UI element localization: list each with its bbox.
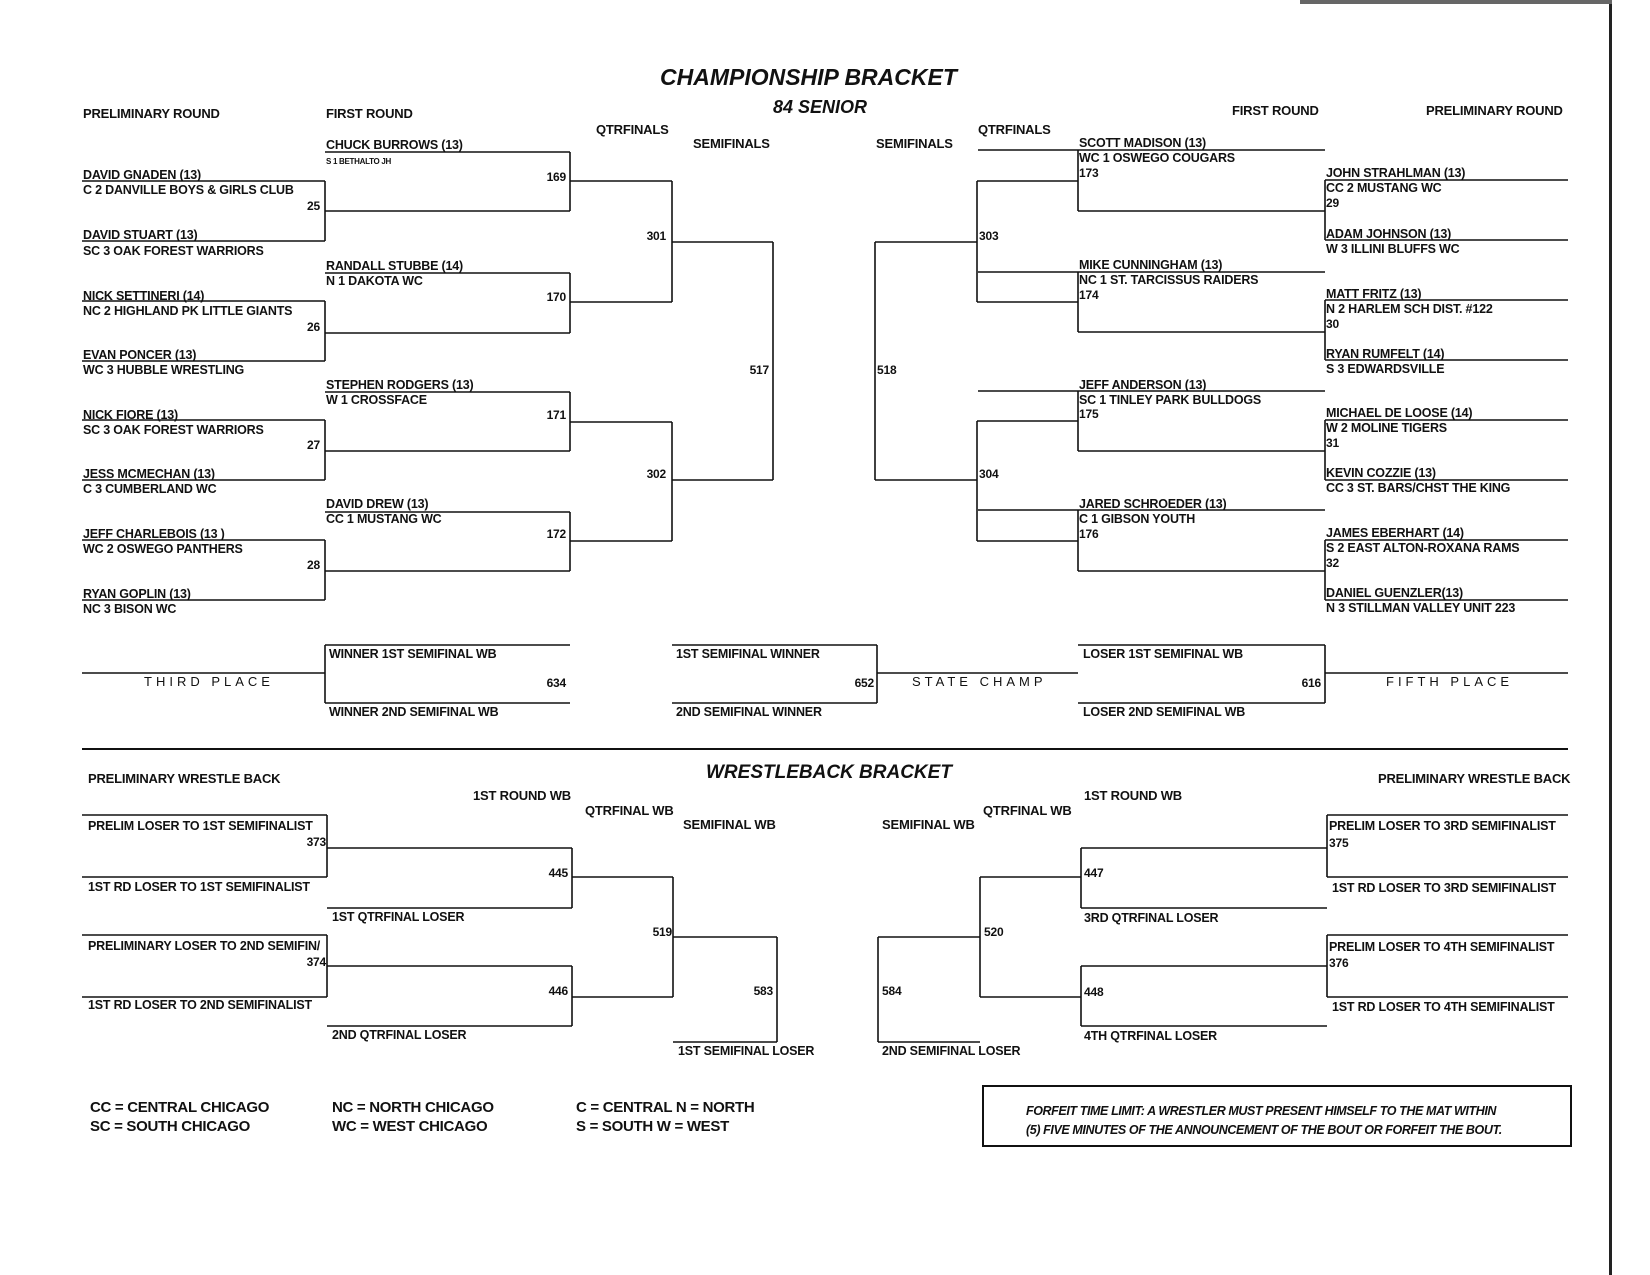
- right-fr-3-team: SC 1 TINLEY PARK BULLDOGS: [1079, 393, 1262, 407]
- right-prelim-4-team: S 3 EDWARDSVILLE: [1326, 362, 1445, 376]
- left-semi-bout: 517: [749, 363, 769, 377]
- right-fr-4-team: C 1 GIBSON YOUTH: [1079, 512, 1196, 526]
- right-fr-3-name: JEFF ANDERSON (13): [1079, 378, 1207, 392]
- left-fr-4-team: CC 1 MUSTANG WC: [326, 512, 442, 526]
- left-prelim-bout-4: 28: [307, 558, 320, 572]
- champ-bottom: 2ND SEMIFINAL WINNER: [676, 705, 822, 719]
- fifth-place-bottom: LOSER 2ND SEMIFINAL WB: [1083, 705, 1246, 719]
- wb-left-slot-4: 1ST RD LOSER TO 2ND SEMIFINALIST: [88, 998, 312, 1012]
- left-qtr-bout-1: 301: [646, 229, 666, 243]
- legend-c-n: C = CENTRAL N = NORTH: [576, 1099, 755, 1116]
- right-fr-1-name: SCOTT MADISON (13): [1079, 136, 1206, 150]
- right-prelim-8-team: N 3 STILLMAN VALLEY UNIT 223: [1326, 601, 1516, 615]
- wb-header-qtr-left: QTRFINAL WB: [585, 803, 674, 818]
- champ-top: 1ST SEMIFINAL WINNER: [676, 647, 820, 661]
- header-prelim-left: PRELIMINARY ROUND: [83, 106, 220, 121]
- left-prelim-3-team: NC 2 HIGHLAND PK LITTLE GIANTS: [83, 304, 293, 318]
- third-place-label: THIRD PLACE: [144, 674, 274, 689]
- left-prelim-bout-3: 27: [307, 438, 320, 452]
- left-fr-1-name: CHUCK BURROWS (13): [326, 138, 463, 152]
- wb-right-first-bout-1: 447: [1084, 866, 1104, 880]
- left-fr-3-name: STEPHEN RODGERS (13): [326, 378, 474, 392]
- left-qtr-bout-2: 302: [646, 467, 666, 481]
- left-fr-4-name: DAVID DREW (13): [326, 497, 429, 511]
- forfeit-note-box: [982, 1085, 1572, 1147]
- right-prelim-bout-4: 32: [1326, 556, 1339, 570]
- right-first-bout-1: 173: [1079, 166, 1099, 180]
- wb-left-slot-2: 1ST RD LOSER TO 1ST SEMIFINALIST: [88, 880, 310, 894]
- right-first-bout-3: 175: [1079, 407, 1099, 421]
- page-title: CHAMPIONSHIP BRACKET: [660, 64, 957, 90]
- header-qtr-left: QTRFINALS: [596, 122, 669, 137]
- header-prelim-right: PRELIMINARY ROUND: [1426, 103, 1563, 118]
- left-prelim-2-team: SC 3 OAK FOREST WARRIORS: [83, 244, 264, 258]
- legend-wc: WC = WEST CHICAGO: [332, 1118, 488, 1135]
- page-top-edge: [1300, 0, 1612, 4]
- fifth-place-bout: 616: [1301, 676, 1321, 690]
- wb-left-semi-bout: 583: [753, 984, 773, 998]
- header-qtr-right: QTRFINALS: [978, 122, 1051, 137]
- wb-left-slot-1: PRELIM LOSER TO 1ST SEMIFINALIST: [88, 819, 313, 833]
- legend-cc: CC = CENTRAL CHICAGO: [90, 1099, 270, 1116]
- fifth-place-top: LOSER 1ST SEMIFINAL WB: [1083, 647, 1243, 661]
- third-place-bout: 634: [546, 676, 566, 690]
- wb-header-semi-right: SEMIFINAL WB: [882, 817, 975, 832]
- right-qtr-bout-1: 303: [979, 229, 999, 243]
- right-fr-2-name: MIKE CUNNINGHAM (13): [1079, 258, 1223, 272]
- left-prelim-1-team: C 2 DANVILLE BOYS & GIRLS CLUB: [83, 183, 294, 197]
- third-place-top: WINNER 1ST SEMIFINAL WB: [329, 647, 497, 661]
- champ-bout: 652: [854, 676, 874, 690]
- third-place-bottom: WINNER 2ND SEMIFINAL WB: [329, 705, 499, 719]
- wb-left-qtr-bout: 519: [652, 925, 672, 939]
- right-prelim-7-name: JAMES EBERHART (14): [1326, 526, 1464, 540]
- left-prelim-bout-1: 25: [307, 199, 320, 213]
- page-edge: [1609, 0, 1612, 1275]
- right-prelim-5-team: W 2 MOLINE TIGERS: [1326, 421, 1447, 435]
- right-prelim-2-name: ADAM JOHNSON (13): [1326, 227, 1452, 241]
- wb-left-semi-loser: 1ST SEMIFINAL LOSER: [678, 1044, 815, 1058]
- right-prelim-6-team: CC 3 ST. BARS/CHST THE KING: [1326, 481, 1511, 495]
- left-first-bout-2: 170: [546, 290, 566, 304]
- wb-header-qtr-right: QTRFINAL WB: [983, 803, 1072, 818]
- legend-sc: SC = SOUTH CHICAGO: [90, 1118, 251, 1135]
- left-prelim-5-team: SC 3 OAK FOREST WARRIORS: [83, 423, 264, 437]
- forfeit-note-line-1: FORFEIT TIME LIMIT: A WRESTLER MUST PRESENT HIMSELF TO THE MAT WITHIN: [1026, 1104, 1497, 1118]
- header-semi-right: SEMIFINALS: [876, 136, 953, 151]
- wb-left-first-bout-1: 445: [548, 866, 568, 880]
- wb-right-slot-1: PRELIM LOSER TO 3RD SEMIFINALIST: [1329, 819, 1556, 833]
- right-first-bout-4: 176: [1079, 527, 1099, 541]
- left-prelim-5-name: NICK FIORE (13): [83, 408, 178, 422]
- wb-header-prelim-left: PRELIMINARY WRESTLE BACK: [88, 771, 281, 786]
- left-prelim-6-team: C 3 CUMBERLAND WC: [83, 482, 217, 496]
- left-fr-2-team: N 1 DAKOTA WC: [326, 274, 423, 288]
- left-prelim-6-name: JESS MCMECHAN (13): [83, 467, 215, 481]
- right-prelim-1-name: JOHN STRAHLMAN (13): [1326, 166, 1466, 180]
- right-prelim-bout-1: 29: [1326, 196, 1339, 210]
- left-prelim-8-name: RYAN GOPLIN (13): [83, 587, 191, 601]
- forfeit-note-line-2: (5) FIVE MINUTES OF THE ANNOUNCEMENT OF THE BOUT OR FORFEIT THE BOUT.: [1026, 1123, 1502, 1137]
- left-prelim-2-name: DAVID STUART (13): [83, 228, 198, 242]
- right-fr-2-team: NC 1 ST. TARCISSUS RAIDERS: [1079, 273, 1259, 287]
- wb-left-prelim-bout-2: 374: [306, 955, 326, 969]
- left-prelim-3-name: NICK SETTINERI (14): [83, 289, 205, 303]
- wb-left-slot-3: PRELIMINARY LOSER TO 2ND SEMIFIN/: [88, 939, 321, 953]
- right-prelim-bout-2: 30: [1326, 317, 1339, 331]
- wb-left-qtr-loser-2: 2ND QTRFINAL LOSER: [332, 1028, 467, 1042]
- wb-right-semi-loser: 2ND SEMIFINAL LOSER: [882, 1044, 1021, 1058]
- left-first-bout-3: 171: [546, 408, 566, 422]
- weight-class: 84 SENIOR: [773, 97, 868, 117]
- wb-right-qtr-loser-2: 4TH QTRFINAL LOSER: [1084, 1029, 1217, 1043]
- right-prelim-6-name: KEVIN COZZIE (13): [1326, 466, 1436, 480]
- wb-right-prelim-bout-1: 375: [1329, 836, 1349, 850]
- wb-left-qtr-loser-1: 1ST QTRFINAL LOSER: [332, 910, 465, 924]
- right-prelim-1-team: CC 2 MUSTANG WC: [1326, 181, 1442, 195]
- header-first-left: FIRST ROUND: [326, 106, 413, 121]
- wb-right-slot-3: PRELIM LOSER TO 4TH SEMIFINALIST: [1329, 940, 1555, 954]
- wb-header-prelim-right: PRELIMINARY WRESTLE BACK: [1378, 771, 1571, 786]
- wb-right-first-bout-2: 448: [1084, 985, 1104, 999]
- right-prelim-2-team: W 3 ILLINI BLUFFS WC: [1326, 242, 1460, 256]
- right-prelim-bout-3: 31: [1326, 436, 1339, 450]
- right-prelim-4-name: RYAN RUMFELT (14): [1326, 347, 1445, 361]
- left-prelim-8-team: NC 3 BISON WC: [83, 602, 177, 616]
- wb-header-semi-left: SEMIFINAL WB: [683, 817, 776, 832]
- wb-left-first-bout-2: 446: [548, 984, 568, 998]
- left-prelim-4-name: EVAN PONCER (13): [83, 348, 197, 362]
- header-first-right: FIRST ROUND: [1232, 103, 1319, 118]
- wb-right-qtr-bout: 520: [984, 925, 1004, 939]
- right-prelim-8-name: DANIEL GUENZLER(13): [1326, 586, 1463, 600]
- right-qtr-bout-2: 304: [979, 467, 999, 481]
- wb-header-first-right: 1ST ROUND WB: [1084, 788, 1182, 803]
- left-prelim-4-team: WC 3 HUBBLE WRESTLING: [83, 363, 245, 377]
- left-fr-2-name: RANDALL STUBBE (14): [326, 259, 463, 273]
- wb-right-slot-2: 1ST RD LOSER TO 3RD SEMIFINALIST: [1332, 881, 1556, 895]
- state-champ-label: STATE CHAMP: [912, 674, 1047, 689]
- left-prelim-bout-2: 26: [307, 320, 320, 334]
- left-prelim-1-name: DAVID GNADEN (13): [83, 168, 201, 182]
- left-fr-1-team: S 1 BETHALTO JH: [326, 157, 391, 166]
- left-first-bout-1: 169: [546, 170, 566, 184]
- right-prelim-3-name: MATT FRITZ (13): [1326, 287, 1422, 301]
- legend-nc: NC = NORTH CHICAGO: [332, 1099, 494, 1116]
- wb-right-semi-bout: 584: [882, 984, 902, 998]
- left-prelim-7-team: WC 2 OSWEGO PANTHERS: [83, 542, 243, 556]
- right-prelim-5-name: MICHAEL DE LOOSE (14): [1326, 406, 1473, 420]
- left-first-bout-4: 172: [546, 527, 566, 541]
- right-fr-4-name: JARED SCHROEDER (13): [1079, 497, 1227, 511]
- wrestleback-title: WRESTLEBACK BRACKET: [706, 762, 952, 783]
- legend-s-w: S = SOUTH W = WEST: [576, 1118, 729, 1135]
- fifth-place-label: FIFTH PLACE: [1386, 674, 1514, 689]
- right-first-bout-2: 174: [1079, 288, 1099, 302]
- wb-right-prelim-bout-2: 376: [1329, 956, 1349, 970]
- wb-right-slot-4: 1ST RD LOSER TO 4TH SEMIFINALIST: [1332, 1000, 1555, 1014]
- wb-right-qtr-loser-1: 3RD QTRFINAL LOSER: [1084, 911, 1219, 925]
- right-fr-1-team: WC 1 OSWEGO COUGARS: [1079, 151, 1235, 165]
- right-semi-bout: 518: [877, 363, 897, 377]
- right-prelim-3-team: N 2 HARLEM SCH DIST. #122: [1326, 302, 1493, 316]
- left-fr-3-team: W 1 CROSSFACE: [326, 393, 427, 407]
- wb-header-first-left: 1ST ROUND WB: [473, 788, 571, 803]
- header-semi-left: SEMIFINALS: [693, 136, 770, 151]
- right-prelim-7-team: S 2 EAST ALTON-ROXANA RAMS: [1326, 541, 1520, 555]
- wb-left-prelim-bout-1: 373: [306, 835, 326, 849]
- left-prelim-7-name: JEFF CHARLEBOIS (13 ): [83, 527, 225, 541]
